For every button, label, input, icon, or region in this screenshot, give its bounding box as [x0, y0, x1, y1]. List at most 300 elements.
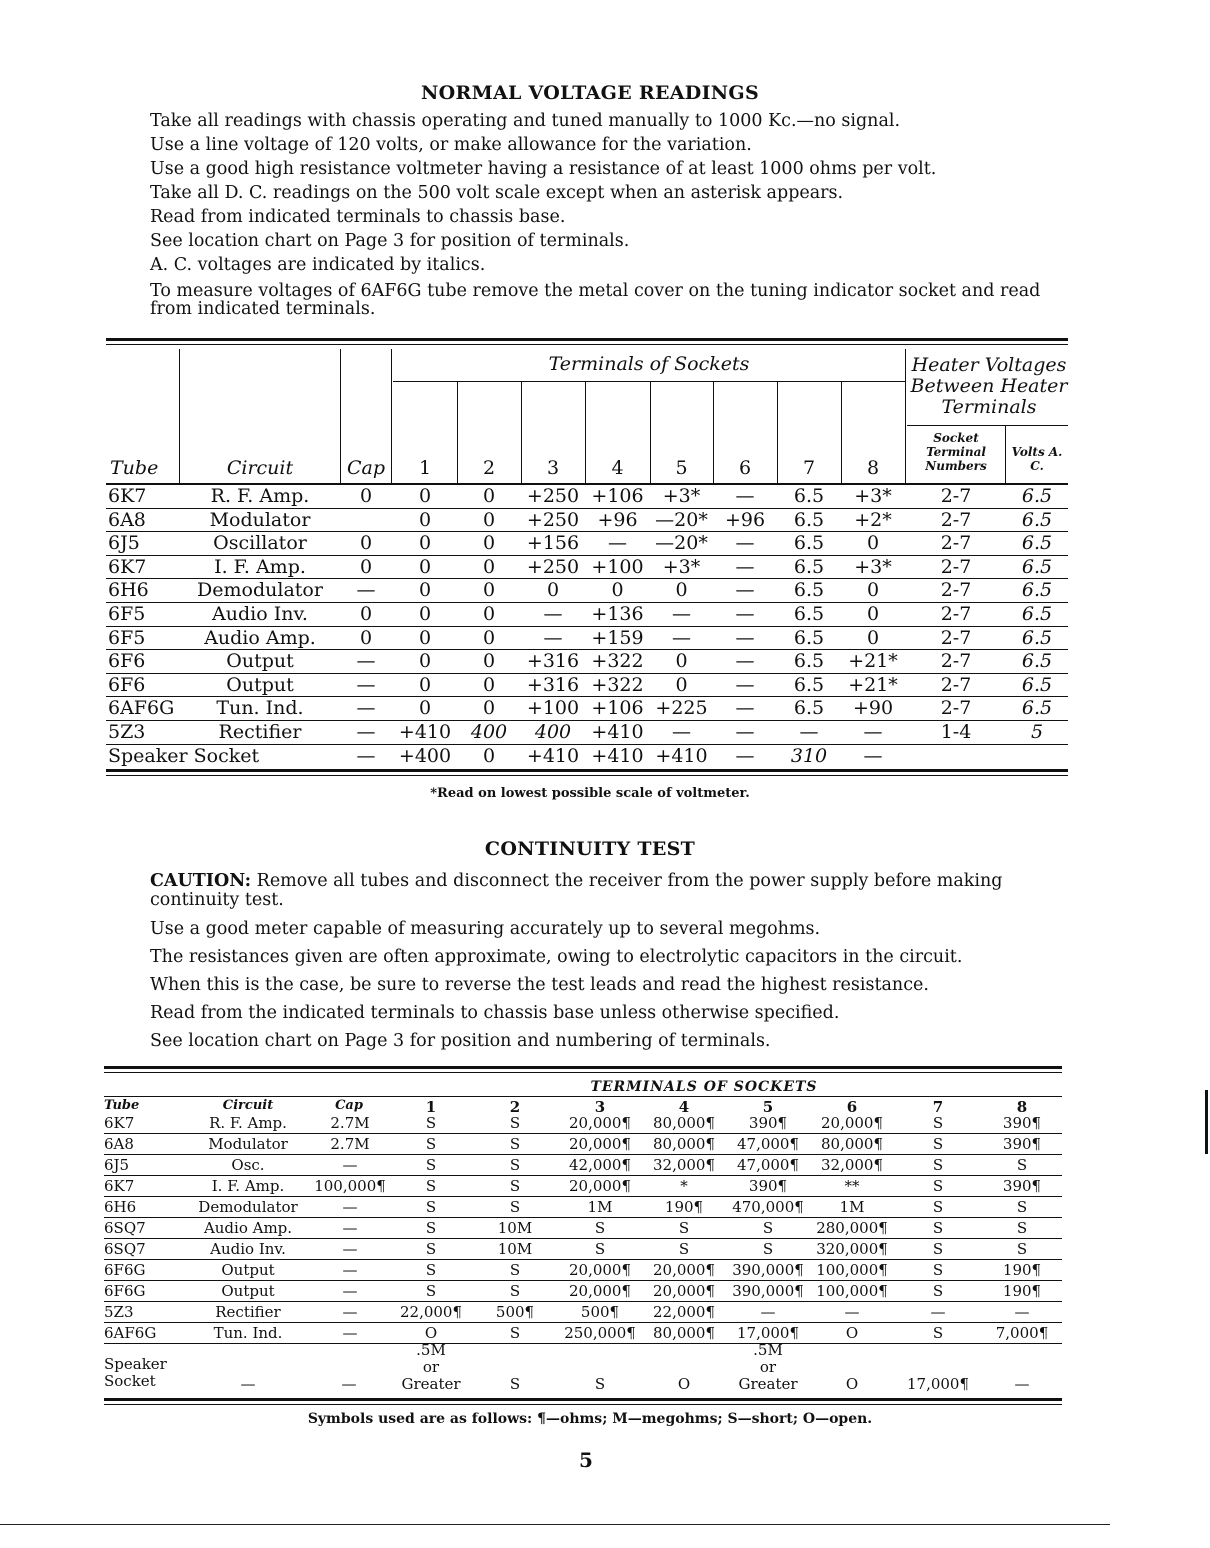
ct-terminal-cell-8: S: [1016, 1240, 1028, 1258]
ct-cap-cell: 2.7M: [330, 1135, 370, 1153]
ct-terminal-cell-5: 390,000¶: [732, 1261, 804, 1279]
ct-terminal-cell-3: 20,000¶: [568, 1177, 632, 1195]
ct-terminal-cell-2: S: [509, 1282, 521, 1300]
speaker-socket-row: [104, 1341, 1062, 1398]
page-bottom-rule: [0, 1524, 1110, 1525]
ct-cap-cell: —: [342, 1156, 358, 1174]
terminal-cell-4: +322: [591, 673, 644, 696]
socket-terminals-cell: 2-7: [940, 579, 972, 602]
terminal-cell-6: +96: [724, 508, 766, 531]
terminal-cell-5: 0: [675, 650, 688, 673]
ct-tube-cell: 6SQ7: [104, 1219, 146, 1237]
ct-circuit-header: Circuit: [222, 1098, 274, 1113]
ct-terminal-header-3: 3: [594, 1098, 606, 1116]
ct-terminal-cell-4: 80,000¶: [652, 1324, 716, 1342]
ct-terminal-cell-8: 390¶: [1002, 1177, 1042, 1195]
volts-ac-cell: 6.5: [1021, 673, 1053, 696]
speaker-t2: S: [509, 1375, 521, 1393]
terminal-cell-5: +225: [655, 697, 708, 720]
terminal-cell-1: 0: [418, 697, 432, 720]
ct-circuit-cell: Tun. Ind.: [213, 1324, 283, 1342]
terminal-cell-4: +106: [591, 697, 644, 720]
ct-tube-cell: 6J5: [104, 1156, 130, 1174]
terminal-cell-2: 0: [482, 650, 496, 673]
terminal-header-8: 8: [866, 457, 880, 479]
ct-terminal-cell-3: 20,000¶: [568, 1114, 632, 1132]
terminal-cell-2: 0: [482, 579, 496, 602]
ct-terminal-cell-2: S: [509, 1177, 521, 1195]
speaker-t7: 17,000¶: [906, 1375, 970, 1393]
tube-cell: 6A8: [108, 508, 146, 531]
terminal-cell-8: +3*: [854, 485, 892, 507]
socket-terminals-cell: 2-7: [940, 508, 972, 531]
socket-terminals-cell: 2-7: [940, 602, 972, 625]
ct-cap-cell: —: [342, 1240, 358, 1258]
ct-tube-cell: 5Z3: [104, 1303, 134, 1321]
terminal-cell-4: +96: [597, 508, 638, 531]
terminal-cell-3: +316: [526, 650, 580, 673]
ct-terminal-cell-5: 47,000¶: [736, 1135, 800, 1153]
socket-terminal-numbers-header: Socket Terminal Numbers: [925, 431, 987, 473]
cap-cell: —: [356, 579, 376, 602]
continuity-row: [104, 1260, 1062, 1281]
ct-circuit-cell: Output: [221, 1261, 275, 1279]
ct-terminal-cell-4: 22,000¶: [652, 1303, 716, 1321]
tube-cell: 6AF6G: [108, 697, 175, 720]
ct-terminal-cell-5: S: [762, 1240, 774, 1258]
tube-cell: 6F6: [108, 673, 146, 696]
ct-terminal-cell-3: 250,000¶: [564, 1324, 636, 1342]
ct-terminal-cell-5: 390,000¶: [732, 1282, 804, 1300]
ct-terminal-cell-7: S: [932, 1135, 944, 1153]
ct-terminal-cell-7: S: [932, 1219, 944, 1237]
ct-terminal-cell-5: 47,000¶: [736, 1156, 800, 1174]
ct-terminal-cell-1: S: [425, 1240, 437, 1258]
ct-circuit-cell: Audio Inv.: [210, 1240, 286, 1258]
continuity-row: [104, 1239, 1062, 1260]
tube-cell: 6J5: [108, 532, 140, 555]
ct-terminal-cell-8: S: [1016, 1219, 1028, 1237]
caution-text: Remove all tubes and disconnect the receiver from the power supply before making continuity test.: [150, 871, 1003, 910]
circuit-header: Circuit: [226, 457, 294, 479]
terminal-cell-5: 0: [675, 579, 688, 602]
ct-terminal-cell-7: S: [932, 1324, 944, 1342]
ct-terminal-cell-6: **: [844, 1177, 860, 1195]
terminal-cell-8: +2*: [854, 508, 892, 531]
continuity-row: [104, 1113, 1062, 1134]
voltage-table-body: [106, 485, 1068, 767]
voltage-instr-3: Use a good high resistance voltmeter having a resistance of at least 1000 ohms per volt.: [150, 159, 937, 179]
ct-cap-cell: —: [342, 1303, 358, 1321]
circuit-cell: Audio Inv.: [212, 602, 308, 625]
continuity-top-rule: [104, 1066, 1062, 1073]
terminal-cell-5: —20*: [655, 532, 708, 555]
ct-terminal-cell-3: S: [594, 1240, 606, 1258]
terminals-group-header: Terminals of Sockets: [548, 353, 750, 375]
ct-terminal-header-2: 2: [509, 1098, 521, 1116]
terminal-cell-1: 0: [418, 602, 432, 625]
caution-paragraph: [150, 872, 1070, 910]
voltage-row: [106, 579, 1068, 603]
terminal-cell-7: —: [799, 720, 819, 743]
ct-cap-cell: —: [342, 1261, 358, 1279]
ct-terminal-cell-7: S: [932, 1177, 944, 1195]
cap-header: Cap: [346, 457, 386, 479]
circuit-cell: Rectifier: [218, 720, 302, 743]
terminal-cell-5: +410: [655, 744, 708, 767]
terminal-cell-2: 0: [482, 532, 496, 555]
terminal-header-4: 4: [611, 457, 624, 479]
terminal-cell-5: —: [672, 626, 691, 649]
socket-terminals-cell: 2-7: [940, 555, 972, 578]
voltage-title: NORMAL VOLTAGE READINGS: [421, 82, 759, 104]
terminal-cell-5: —20*: [655, 508, 708, 531]
terminal-cell-5: +3*: [662, 485, 701, 507]
ct-terminal-cell-6: 20,000¶: [820, 1114, 884, 1132]
ct-circuit-cell: Rectifier: [215, 1303, 281, 1321]
ct-terminal-cell-7: S: [932, 1261, 944, 1279]
terminal-cell-8: 0: [866, 579, 880, 602]
cap-cell: —: [356, 650, 376, 673]
cap-cell: [341, 509, 391, 531]
terminal-cell-8: +3*: [854, 555, 892, 578]
ct-terminal-header-8: 8: [1016, 1098, 1028, 1116]
ct-terminal-cell-6: 80,000¶: [820, 1135, 884, 1153]
terminal-cell-1: 0: [418, 579, 432, 602]
ct-terminal-header-5: 5: [762, 1098, 774, 1116]
terminal-cell-4: +100: [591, 555, 644, 578]
terminal-cell-8: 0: [866, 532, 880, 555]
ct-terminal-cell-3: 20,000¶: [568, 1282, 632, 1300]
voltage-row: [106, 556, 1068, 580]
ct-tube-cell: 6K7: [104, 1177, 135, 1195]
circuit-cell: Tun. Ind.: [216, 697, 304, 720]
heater-group-header: Heater Voltages Between Heater Terminals: [910, 354, 1068, 418]
continuity-row: [104, 1155, 1062, 1176]
continuity-row: [104, 1134, 1062, 1155]
ct-terminal-cell-4: 20,000¶: [652, 1261, 716, 1279]
ct-terminal-cell-8: S: [1016, 1198, 1028, 1216]
caution-label: CAUTION:: [150, 871, 252, 891]
ct-terminal-cell-2: 10M: [497, 1240, 533, 1258]
ct-terminal-cell-6: 320,000¶: [816, 1240, 888, 1258]
terminal-cell-3: —: [543, 626, 563, 649]
cap-cell: 0: [359, 626, 373, 649]
continuity-instr-4: Read from the indicated terminals to chassis base unless otherwise specified.: [150, 1003, 840, 1023]
ct-terminal-header-4: 4: [678, 1098, 690, 1116]
terminal-cell-6: —: [735, 673, 755, 696]
ct-terminal-header-7: 7: [932, 1098, 944, 1116]
ct-tube-cell: 6F6G: [104, 1282, 146, 1300]
ct-terminal-cell-2: S: [509, 1198, 521, 1216]
ct-terminal-cell-1: S: [425, 1219, 437, 1237]
continuity-row: [104, 1218, 1062, 1239]
terminal-cell-1: +400: [398, 744, 452, 767]
voltage-instr-2: Use a line voltage of 120 volts, or make allowance for the variation.: [150, 135, 752, 155]
ct-terminal-cell-4: 80,000¶: [652, 1114, 716, 1132]
terminal-cell-2: 0: [482, 508, 496, 531]
socket-terminals-cell: 2-7: [940, 485, 972, 507]
ct-circuit-cell: Modulator: [208, 1135, 288, 1153]
terminal-cell-3: +410: [526, 744, 580, 767]
terminal-cell-4: 0: [611, 579, 624, 602]
voltage-row: [106, 603, 1068, 627]
terminal-cell-1: 0: [418, 532, 432, 555]
ct-terminal-cell-4: 20,000¶: [652, 1282, 716, 1300]
ct-terminal-cell-3: 500¶: [580, 1303, 620, 1321]
ct-circuit-cell: R. F. Amp.: [209, 1114, 287, 1132]
ct-terminal-cell-1: S: [425, 1135, 437, 1153]
cap-cell: 0: [359, 555, 373, 578]
continuity-row: [104, 1281, 1062, 1302]
ct-cap-cell: 2.7M: [330, 1114, 370, 1132]
terminal-cell-3: +250: [526, 555, 580, 578]
terminal-cell-7: 6.5: [793, 626, 825, 649]
cap-cell: 0: [359, 485, 373, 507]
ct-terminal-cell-3: S: [594, 1219, 606, 1237]
cap-cell: —: [356, 744, 376, 767]
ct-terminal-cell-5: S: [762, 1219, 774, 1237]
ct-cap-cell: 100,000¶: [314, 1177, 386, 1195]
voltage-row: [106, 485, 1068, 509]
terminal-cell-4: +106: [591, 485, 644, 507]
continuity-instr-3: When this is the case, be sure to reverse the test leads and read the highest resistance.: [150, 975, 929, 995]
terminal-cell-1: 0: [418, 650, 432, 673]
terminal-cell-6: —: [735, 720, 755, 743]
ct-terminal-cell-7: S: [932, 1198, 944, 1216]
tube-cell: 6F6: [108, 650, 146, 673]
terminal-cell-6: —: [735, 555, 755, 578]
terminal-cell-8: +21*: [848, 650, 898, 673]
terminal-cell-3: +250: [526, 508, 580, 531]
ct-terminal-cell-3: 20,000¶: [568, 1261, 632, 1279]
ct-terminal-header-6: 6: [846, 1098, 858, 1116]
ct-terminal-cell-5: 17,000¶: [736, 1324, 800, 1342]
terminal-cell-1: 0: [418, 508, 432, 531]
terminal-cell-6: —: [735, 697, 755, 720]
ct-terminal-cell-6: —: [844, 1303, 860, 1321]
cap-cell: 0: [359, 532, 373, 555]
ct-terminal-cell-3: 20,000¶: [568, 1135, 632, 1153]
ct-terminal-cell-6: 100,000¶: [816, 1261, 888, 1279]
continuity-row: [104, 1176, 1062, 1197]
terminal-cell-4: +410: [591, 744, 644, 767]
ct-terminal-cell-8: 390¶: [1002, 1135, 1042, 1153]
continuity-title: CONTINUITY TEST: [484, 838, 696, 860]
ct-terminal-cell-5: —: [760, 1303, 776, 1321]
continuity-table: [104, 1066, 1062, 1405]
ct-tube-cell: 6F6G: [104, 1261, 146, 1279]
continuity-row: [104, 1302, 1062, 1323]
ct-tube-cell: 6H6: [104, 1198, 137, 1216]
ct-terminal-cell-3: 1M: [587, 1198, 613, 1216]
terminal-cell-4: +159: [591, 626, 644, 649]
symbols-legend: Symbols used are as follows: ¶—ohms; M—megohms; S—short; O—open.: [307, 1411, 873, 1427]
terminal-cell-7: 6.5: [793, 579, 825, 602]
ct-terminal-cell-1: S: [425, 1177, 437, 1195]
ct-terminal-cell-6: 100,000¶: [816, 1282, 888, 1300]
speaker-t1: .5M or Greater: [401, 1341, 461, 1393]
ct-tube-cell: 6K7: [104, 1114, 135, 1132]
ct-terminal-cell-5: 470,000¶: [732, 1198, 804, 1216]
terminal-cell-6: —: [735, 532, 755, 555]
voltage-table-header: [106, 345, 1068, 485]
ct-terminal-cell-6: 1M: [839, 1198, 865, 1216]
tube-cell: 6F5: [108, 626, 146, 649]
ct-cap-header: Cap: [335, 1098, 363, 1113]
terminal-cell-4: +410: [591, 720, 644, 743]
volts-ac-cell: 6.5: [1021, 508, 1053, 531]
tube-cell: 6K7: [108, 485, 147, 507]
tube-cell: 6F5: [108, 602, 146, 625]
speaker-t5: .5M or Greater: [738, 1341, 798, 1393]
ct-terminal-cell-8: S: [1016, 1156, 1028, 1174]
terminal-cell-7: 6.5: [793, 508, 825, 531]
voltage-row: [106, 721, 1068, 745]
ct-terminal-cell-7: S: [932, 1156, 944, 1174]
terminal-cell-1: 0: [418, 673, 432, 696]
ct-tube-cell: 6SQ7: [104, 1240, 146, 1258]
ct-terminal-cell-3: 42,000¶: [568, 1156, 632, 1174]
voltage-row: [106, 627, 1068, 651]
ct-circuit-cell: Audio Amp.: [203, 1219, 293, 1237]
terminal-cell-1: 0: [418, 626, 432, 649]
volts-ac-cell: 6.5: [1021, 602, 1053, 625]
continuity-instr-1: Use a good meter capable of measuring accurately up to several megohms.: [150, 919, 821, 939]
ct-cap-cell: —: [342, 1324, 358, 1342]
ct-terminal-cell-4: 80,000¶: [652, 1135, 716, 1153]
socket-terminals-cell: 2-7: [940, 626, 972, 649]
terminal-cell-5: 0: [675, 673, 688, 696]
ct-terminal-cell-2: S: [509, 1135, 521, 1153]
continuity-bottom-rule: [104, 1398, 1062, 1405]
voltage-row: [106, 745, 1068, 768]
socket-terminals-cell: 2-7: [940, 697, 972, 720]
cap-cell: —: [356, 697, 376, 720]
volts-ac-cell: 6.5: [1021, 555, 1053, 578]
ct-circuit-cell: Output: [221, 1282, 275, 1300]
terminal-cell-2: 0: [482, 555, 496, 578]
ct-terminal-cell-4: S: [678, 1240, 690, 1258]
ct-terminal-cell-1: S: [425, 1114, 437, 1132]
volts-ac-cell: 6.5: [1021, 697, 1053, 720]
ct-tube-cell: 6AF6G: [104, 1324, 157, 1342]
terminal-cell-7: 6.5: [793, 485, 825, 507]
terminal-cell-4: +136: [591, 602, 644, 625]
ct-terminal-cell-4: *: [680, 1177, 688, 1195]
volts-ac-cell: 6.5: [1021, 650, 1053, 673]
ct-terminal-cell-4: 32,000¶: [652, 1156, 716, 1174]
cap-cell: —: [356, 673, 376, 696]
terminal-cell-3: +250: [526, 485, 580, 507]
terminal-cell-8: +21*: [848, 673, 898, 696]
speaker-t3: S: [594, 1375, 606, 1393]
ct-terminal-cell-1: S: [425, 1261, 437, 1279]
ct-terminal-cell-6: O: [845, 1324, 859, 1342]
circuit-cell: R. F. Amp.: [210, 485, 310, 507]
continuity-row: [104, 1197, 1062, 1218]
ct-terminal-cell-2: S: [509, 1261, 521, 1279]
socket-terminals-cell: 1-4: [940, 720, 972, 743]
ct-terminal-cell-2: S: [509, 1156, 521, 1174]
voltage-footnote: *Read on lowest possible scale of voltmeter.: [430, 786, 750, 801]
terminal-cell-5: —: [672, 602, 691, 625]
speaker-cap: —: [341, 1375, 357, 1393]
ct-terminal-cell-4: S: [678, 1219, 690, 1237]
ct-terminal-cell-1: S: [425, 1156, 437, 1174]
cap-cell: 0: [359, 602, 373, 625]
circuit-cell: Output: [226, 650, 294, 673]
circuit-cell: Demodulator: [197, 579, 323, 602]
terminal-cell-4: +322: [591, 650, 644, 673]
voltage-instr-8: To measure voltages of 6AF6G tube remove the metal cover on the tuning indicator socket and read from indicated terminals.: [150, 281, 1041, 319]
ct-terminal-cell-2: S: [509, 1324, 521, 1342]
ct-terminal-cell-6: 280,000¶: [816, 1219, 888, 1237]
terminal-cell-3: 400: [534, 720, 572, 743]
circuit-cell: I. F. Amp.: [214, 555, 306, 578]
terminal-header-5: 5: [675, 457, 688, 479]
circuit-cell: Output: [226, 673, 294, 696]
terminal-cell-5: —: [672, 720, 691, 743]
terminal-header-2: 2: [482, 457, 496, 479]
table-top-rule: [106, 338, 1068, 345]
terminal-cell-3: +156: [526, 532, 580, 555]
tube-cell: 5Z3: [108, 720, 146, 743]
page-number: 5: [579, 1448, 593, 1472]
terminal-cell-1: +410: [398, 720, 452, 743]
ct-tube-cell: 6A8: [104, 1135, 134, 1153]
terminal-cell-6: —: [735, 485, 755, 507]
ct-terminal-cell-8: 190¶: [1002, 1282, 1042, 1300]
ct-circuit-cell: Osc.: [231, 1156, 265, 1174]
ct-terminal-cell-2: 500¶: [495, 1303, 535, 1321]
terminal-cell-7: 6.5: [793, 650, 825, 673]
terminal-cell-2: 400: [470, 720, 508, 743]
ct-terminal-cell-2: 10M: [497, 1219, 533, 1237]
circuit-cell: Oscillator: [213, 532, 307, 555]
ct-terminal-cell-1: S: [425, 1282, 437, 1300]
ct-cap-cell: —: [342, 1282, 358, 1300]
ct-terminal-cell-1: O: [424, 1324, 438, 1342]
ct-terminal-cell-7: S: [932, 1240, 944, 1258]
continuity-table-body: [104, 1113, 1062, 1344]
terminal-cell-2: 0: [482, 485, 496, 507]
volts-ac-header: Volts A. C.: [1011, 445, 1063, 473]
volts-ac-cell: 6.5: [1021, 485, 1053, 507]
circuit-cell: Audio Amp.: [204, 626, 316, 649]
terminal-cell-6: —: [735, 650, 755, 673]
terminal-cell-2: 0: [482, 602, 496, 625]
ct-terminal-cell-2: S: [509, 1114, 521, 1132]
terminal-cell-2: 0: [482, 697, 496, 720]
volts-ac-cell: 6.5: [1021, 579, 1053, 602]
ct-terminal-cell-5: 390¶: [748, 1177, 788, 1195]
ct-terminal-cell-7: —: [930, 1303, 946, 1321]
ct-terminal-cell-8: —: [1014, 1303, 1030, 1321]
terminal-cell-7: 6.5: [793, 673, 825, 696]
terminal-cell-6: —: [735, 602, 755, 625]
voltage-table: [106, 338, 1068, 776]
terminal-cell-1: 0: [418, 485, 432, 507]
terminal-cell-6: —: [735, 579, 755, 602]
terminal-cell-7: 6.5: [793, 602, 825, 625]
margin-mark: [1205, 1090, 1208, 1154]
voltage-row: [106, 650, 1068, 674]
continuity-table-header: [104, 1073, 1062, 1116]
terminal-cell-2: 0: [482, 744, 496, 767]
speaker-t6: O: [845, 1375, 859, 1393]
voltage-instr-1: Take all readings with chassis operating and tuned manually to 1000 Kc.—no signal.: [150, 111, 901, 131]
